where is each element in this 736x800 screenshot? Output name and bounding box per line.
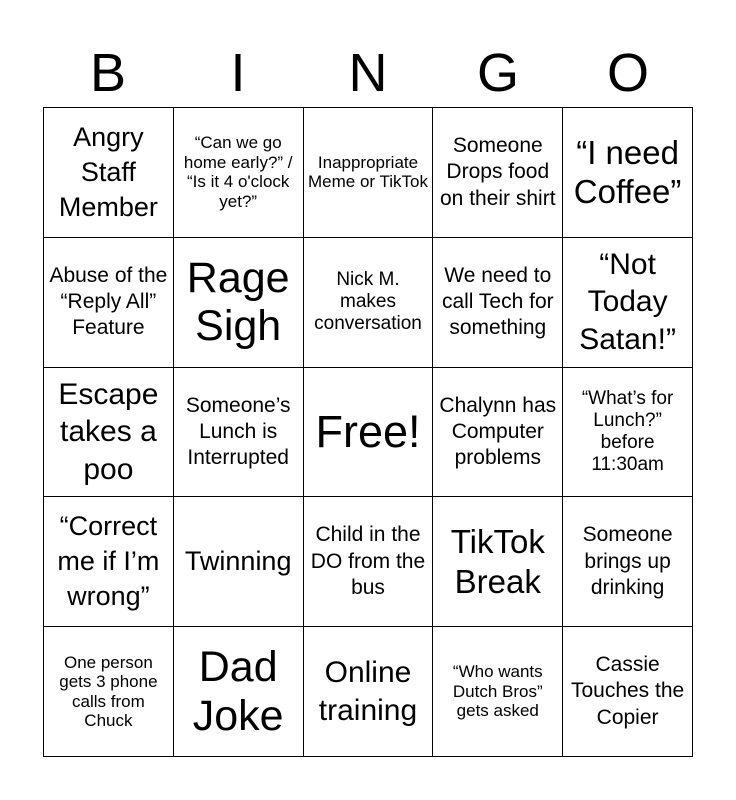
bingo-cell[interactable]: Someone’s Lunch is Interrupted bbox=[174, 368, 304, 498]
bingo-free-space[interactable]: Free! bbox=[304, 368, 434, 498]
bingo-cell[interactable]: “What’s for Lunch?” before 11:30am bbox=[563, 368, 693, 498]
bingo-cell[interactable]: One person gets 3 phone calls from Chuck bbox=[44, 627, 174, 757]
bingo-cell[interactable]: “Who wants Dutch Bros” gets asked bbox=[433, 627, 563, 757]
header-letter-i: I bbox=[230, 43, 246, 103]
bingo-cell[interactable]: Someone brings up drinking bbox=[563, 497, 693, 627]
bingo-cell[interactable]: TikTok Break bbox=[433, 497, 563, 627]
header-letter-b: B bbox=[89, 43, 127, 103]
bingo-grid bbox=[43, 107, 693, 757]
bingo-cell[interactable]: Inappropriate Meme or TikTok bbox=[304, 108, 434, 238]
bingo-cell[interactable]: We need to call Tech for something bbox=[433, 238, 563, 368]
bingo-cell[interactable]: Dad Joke bbox=[174, 627, 304, 757]
bingo-cell[interactable]: Online training bbox=[304, 627, 434, 757]
header-letter-g: G bbox=[476, 43, 519, 103]
bingo-cell[interactable]: “Not Today Satan!” bbox=[563, 238, 693, 368]
bingo-cell[interactable]: Someone Drops food on their shirt bbox=[433, 108, 563, 238]
bingo-cell[interactable]: Child in the DO from the bus bbox=[304, 497, 434, 627]
bingo-cell[interactable]: Rage Sigh bbox=[174, 238, 304, 368]
bingo-cell[interactable]: “Correct me if I’m wrong” bbox=[44, 497, 174, 627]
bingo-cell[interactable]: Cassie Touches the Copier bbox=[563, 627, 693, 757]
bingo-cell[interactable]: Escape takes a poo bbox=[44, 368, 174, 498]
header-letter-o: O bbox=[606, 43, 649, 103]
bingo-cell[interactable]: Twinning bbox=[174, 497, 304, 627]
bingo-cell[interactable]: “I need Coffee” bbox=[563, 108, 693, 238]
bingo-cell[interactable]: Abuse of the “Reply All” Feature bbox=[44, 238, 174, 368]
bingo-cell[interactable]: “Can we go home early?” / “Is it 4 o'clock yet?” bbox=[174, 108, 304, 238]
bingo-cell[interactable]: Chalynn has Computer problems bbox=[433, 368, 563, 498]
bingo-cell[interactable]: Nick M. makes conversation bbox=[304, 238, 434, 368]
header-letter-n: N bbox=[348, 43, 388, 103]
bingo-cell[interactable]: Angry Staff Member bbox=[44, 108, 174, 238]
bingo-header bbox=[43, 40, 693, 106]
